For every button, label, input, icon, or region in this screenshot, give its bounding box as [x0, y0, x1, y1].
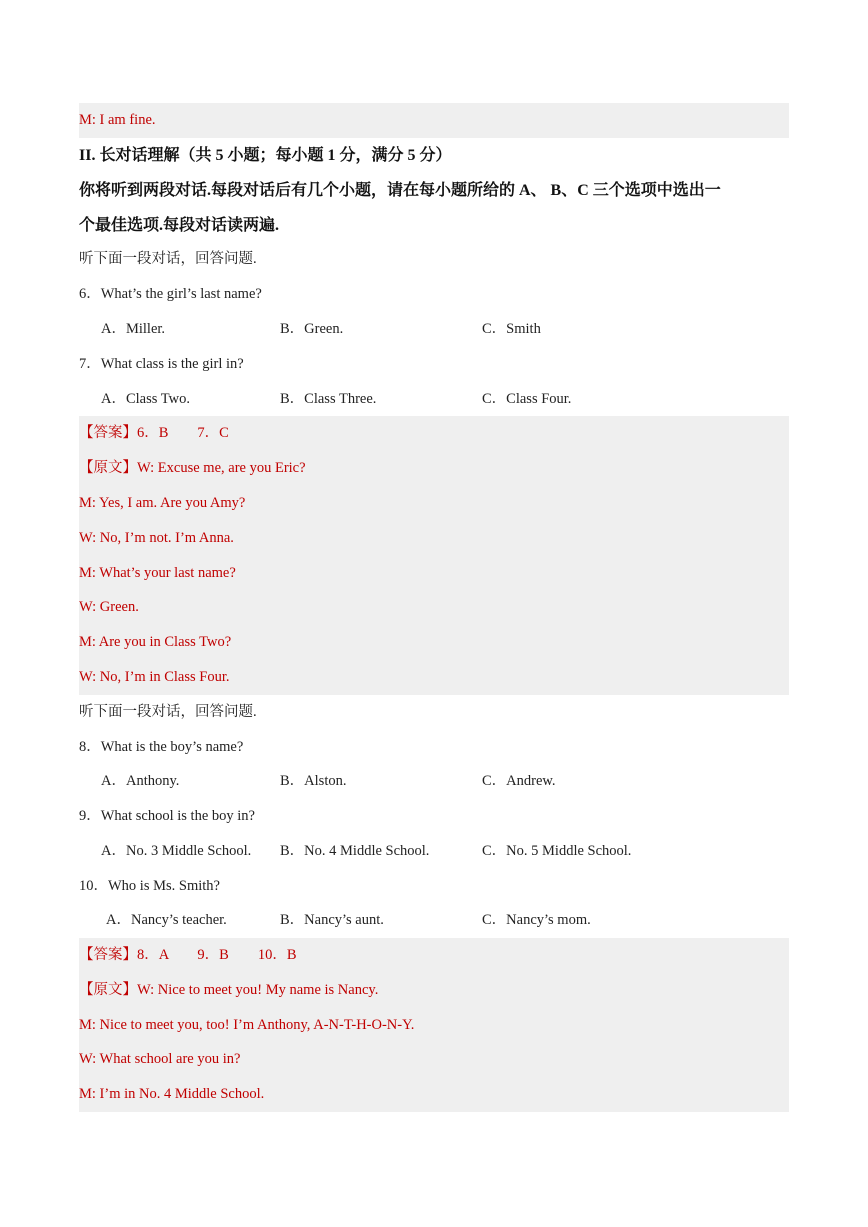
dialog-1-script-line: 【原文】W: Excuse me, are you Eric?	[79, 451, 789, 486]
dialog-1-prompt: 听下面一段对话，回答问题.	[79, 251, 257, 267]
previous-dialog-last-line: M: I am fine.	[79, 103, 789, 138]
question-9-stem: 9．What school is the boy in?	[79, 808, 255, 824]
question-8-options	[79, 764, 789, 799]
option-a: A．Class Two.	[101, 391, 190, 407]
question-7-stem: 7．What class is the girl in?	[79, 356, 244, 372]
dialog-2-prompt: 听下面一段对话，回答问题.	[79, 704, 257, 720]
option-c: C．No. 5 Middle School.	[482, 843, 632, 859]
dialog-2-script-line: M: Nice to meet you, too! I’m Anthony, A-N-T-H-O-N-Y.	[79, 1008, 789, 1043]
question-6-stem: 6．What’s the girl’s last name?	[79, 286, 262, 302]
question-7-options	[79, 382, 789, 417]
option-b: B．No. 4 Middle School.	[280, 843, 430, 859]
answer-text: 6．B 7．C	[137, 425, 229, 441]
option-c: C．Andrew.	[482, 773, 556, 789]
option-a: A．Anthony.	[101, 773, 180, 789]
option-b: B．Alston.	[280, 773, 347, 789]
dialog-1-script-line: M: Yes, I am. Are you Amy?	[79, 486, 789, 521]
dialog-1-script-line: W: Green.	[79, 590, 789, 625]
option-a: A．Miller.	[101, 321, 166, 337]
question-10-options	[79, 903, 789, 938]
option-c: C．Smith	[482, 321, 541, 337]
dialog-1-script-line: W: No, I’m not. I’m Anna.	[79, 521, 789, 556]
option-c: C．Class Four.	[482, 391, 572, 407]
option-a: A．Nancy’s teacher.	[106, 912, 227, 928]
question-9-options	[79, 834, 789, 869]
option-b: B．Green.	[280, 321, 344, 337]
option-a: A．No. 3 Middle School.	[101, 843, 252, 859]
question-10-stem: 10．Who is Ms. Smith?	[79, 878, 220, 894]
dialog-1-script-line: M: Are you in Class Two?	[79, 625, 789, 660]
section-heading: II. 长对话理解（共 5 小题；每小题 1 分，满分 5 分）	[79, 147, 452, 164]
option-b: B．Class Three.	[280, 391, 377, 407]
dialog-2-script-line: M: I’m in No. 4 Middle School.	[79, 1077, 789, 1112]
answer-tag: 【答案】	[79, 425, 137, 441]
option-c: C．Nancy’s mom.	[482, 912, 591, 928]
section-instruction-line-2: 个最佳选项.每段对话读两遍.	[79, 217, 280, 234]
dialog-1-script-line: M: What’s your last name?	[79, 556, 789, 591]
dialog-1-script-line: W: No, I’m in Class Four.	[79, 660, 789, 695]
script-tag: 【原文】	[79, 982, 137, 998]
question-6-options	[79, 312, 789, 347]
dialog-2-script-line: 【原文】W: Nice to meet you! My name is Nancy.	[79, 973, 789, 1008]
dialog-2-script-line: W: What school are you in?	[79, 1042, 789, 1077]
option-b: B．Nancy’s aunt.	[280, 912, 384, 928]
dialog-2-answer	[79, 938, 789, 973]
section-instruction-line-1: 你将听到两段对话.每段对话后有几个小题，请在每小题所给的 A、 B、C 三个选项中选出一	[79, 182, 721, 199]
question-8-stem: 8．What is the boy’s name?	[79, 739, 244, 755]
answer-text: 8．A 9．B 10．B	[137, 947, 297, 963]
script-tag: 【原文】	[79, 460, 137, 476]
answer-tag: 【答案】	[79, 947, 137, 963]
dialog-1-answer	[79, 416, 789, 451]
